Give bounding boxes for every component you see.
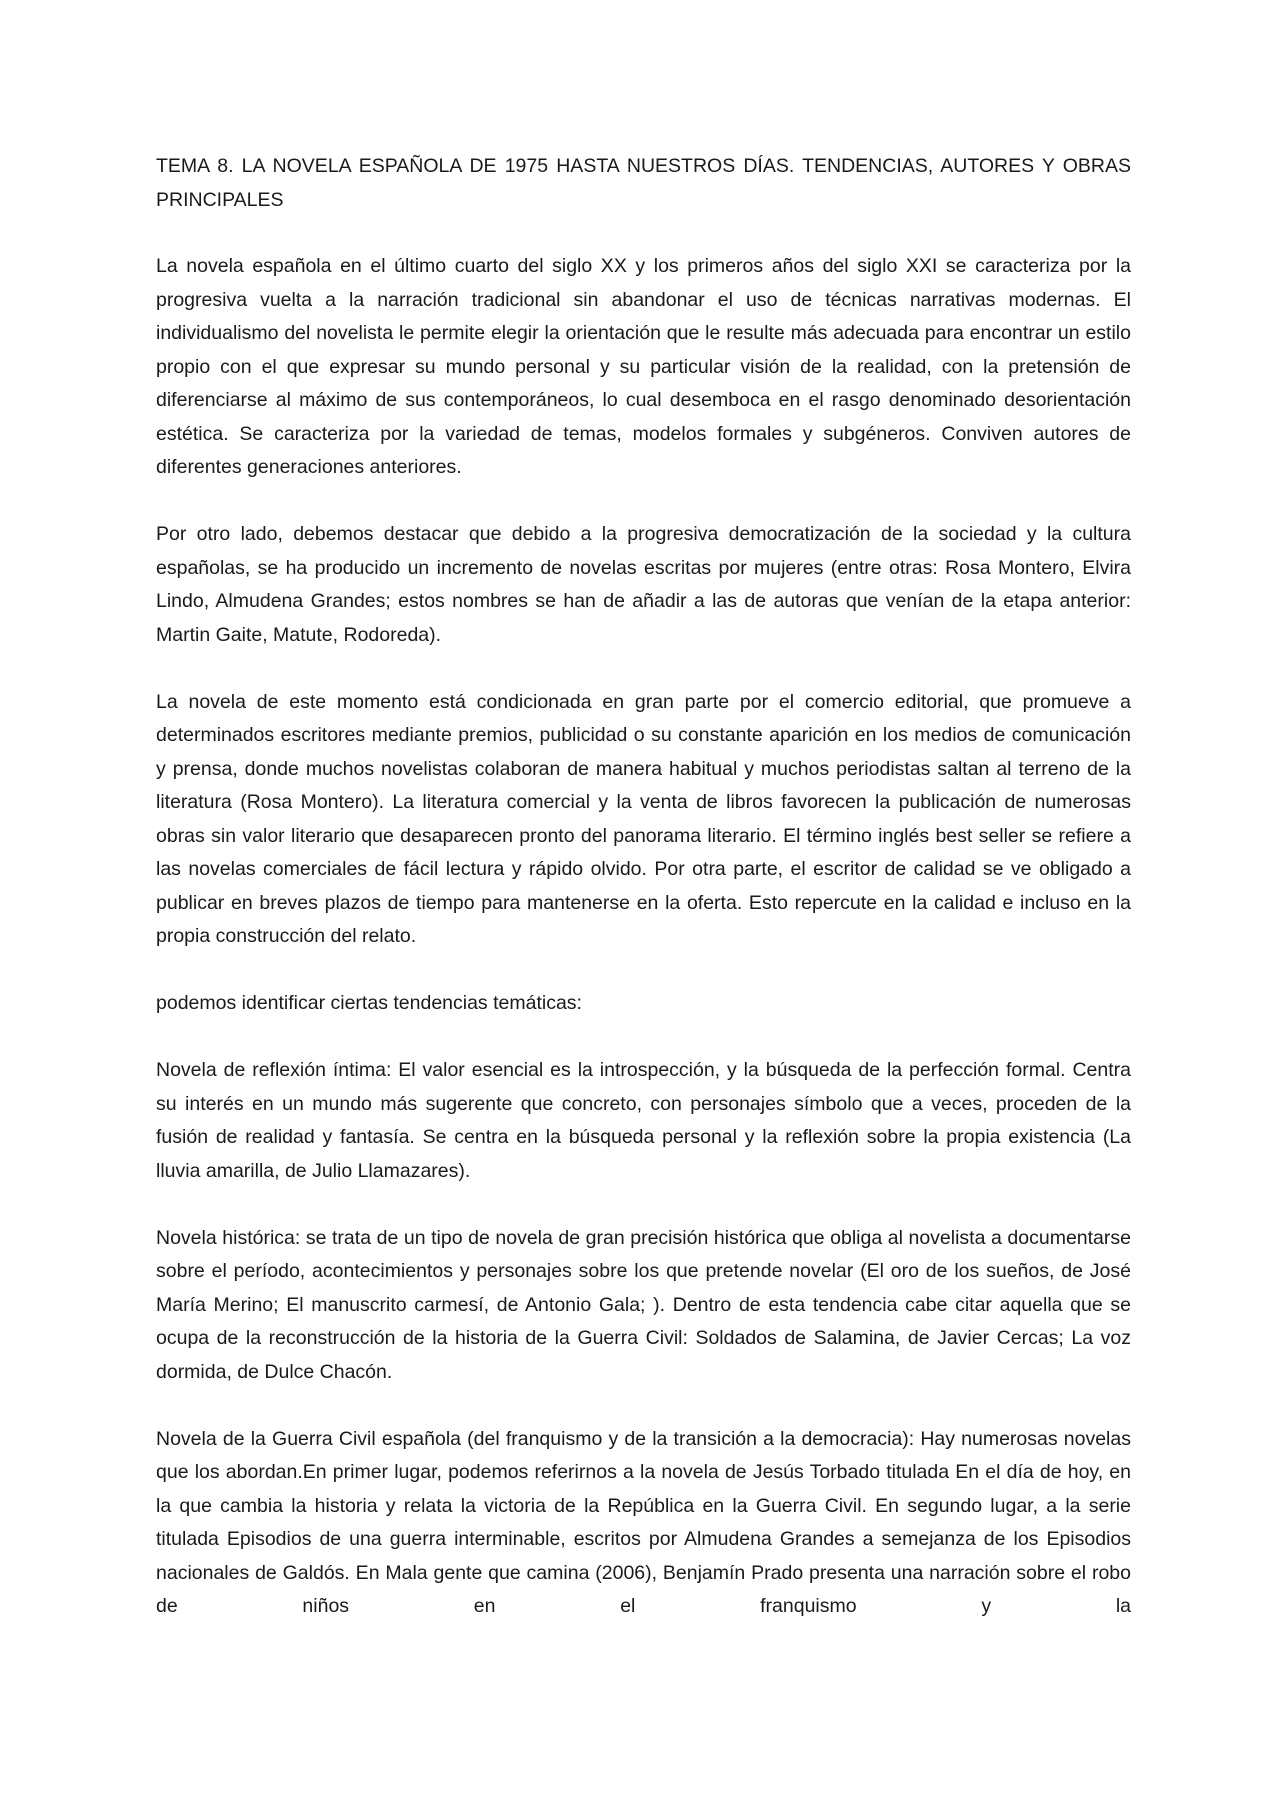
document-page [156, 150, 1131, 1624]
paragraph-women-writers: Por otro lado, debemos destacar que debido a la progresiva democratización de la sociedad y la cultura españolas, se ha producido un incremento de novelas escritas por mujeres (entre otras: Rosa Montero, Elvira Lindo, Almudena Grandes; estos nombres se han de añadir a las de autoras que venían de la etapa anterior: Martin Gaite, Matute, Rodoreda). [156, 523, 1131, 646]
document-title: TEMA 8. LA NOVELA ESPAÑOLA DE 1975 HASTA NUESTROS DÍAS. TENDENCIAS, AUTORES Y OBRAS PRINCIPALES [156, 155, 1131, 211]
paragraph-tendencies-intro: podemos identificar ciertas tendencias temáticas: [156, 992, 582, 1014]
paragraph-civil-war-novel: Novela de la Guerra Civil española (del franquismo y de la transición a la democracia): Hay numerosas novelas que los abordan.En primer lugar, podemos referirnos a la novela de Jesús Torbado titulada En el día de hoy, en la que cambia la historia y relata la victoria de la República en la Guerra Civil. En segundo lugar, a la serie titulada Episodios de una guerra interminable, escritos por Almudena Grandes a semejanza de los Episodios nacionales de Galdós. En Mala gente que camina (2006), Benjamín Prado presenta una narración sobre el robo de niños en el franquismo y la [156, 1427, 1131, 1617]
paragraph-intimate-reflection: Novela de reflexión íntima: El valor esencial es la introspección, y la búsqueda de la perfección formal. Centra su interés en un mundo más sugerente que concreto, con personajes símbolo que a veces, proceden de la fusión de realidad y fantasía. Se centra en la búsqueda personal y la reflexión sobre la propia existencia (La lluvia amarilla, de Julio Llamazares). [156, 1059, 1131, 1182]
paragraph-editorial-commerce: La novela de este momento está condicionada en gran parte por el comercio editorial, que promueve a determinados escritores mediante premios, publicidad o su constante aparición en los medios de comunicación y prensa, donde muchos novelistas colaboran de manera habitual y muchos periodistas saltan al terreno de la literatura (Rosa Montero). La literatura comercial y la venta de libros favorecen la publicación de numerosas obras sin valor literario que desaparecen pronto del panorama literario. El término inglés best seller se refiere a las novelas comerciales de fácil lectura y rápido olvido. Por otra parte, el escritor de calidad se ve obligado a publicar en breves plazos de tiempo para mantenerse en la oferta. Esto repercute en la calidad e incluso en la propia construcción del relato. [156, 690, 1131, 947]
paragraph-introduction: La novela española en el último cuarto del siglo XX y los primeros años del siglo XXI se caracteriza por la progresiva vuelta a la narración tradicional sin abandonar el uso de técnicas narrativas modernas. El individualismo del novelista le permite elegir la orientación que le resulte más adecuada para encontrar un estilo propio con el que expresar su mundo personal y su particular visión de la realidad, con la pretensión de diferenciarse al máximo de sus contemporáneos, lo cual desemboca en el rasgo denominado desorientación estética. Se caracteriza por la variedad de temas, modelos formales y subgéneros. Conviven autores de diferentes generaciones anteriores. [156, 255, 1131, 478]
paragraph-historical-novel: Novela histórica: se trata de un tipo de novela de gran precisión histórica que obliga al novelista a documentarse sobre el período, acontecimientos y personajes sobre los que pretende novelar (El oro de los sueños, de José María Merino; El manuscrito carmesí, de Antonio Gala; ). Dentro de esta tendencia cabe citar aquella que se ocupa de la reconstrucción de la historia de la Guerra Civil: Soldados de Salamina, de Javier Cercas; La voz dormida, de Dulce Chacón. [156, 1226, 1131, 1383]
